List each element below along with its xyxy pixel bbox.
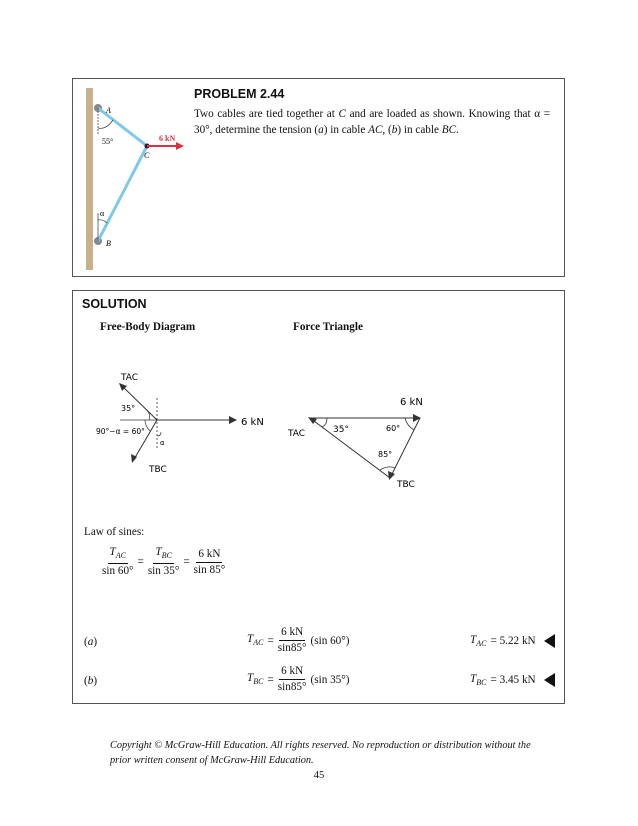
load-arrowhead: [176, 142, 184, 150]
triangle-tbc-arrowhead: [388, 471, 395, 480]
part-a-result-value: = 5.22 kN: [490, 635, 536, 648]
triangle-angle-60: 60°: [386, 424, 401, 433]
alpha-eq: α = 30°, determine the tension (: [194, 108, 550, 136]
fbd-tac-vector: [121, 385, 157, 420]
part-a-result-lhs: T: [470, 634, 477, 646]
part-a-lhs-sub: AC: [253, 638, 264, 648]
law-frac-ac: [102, 546, 134, 578]
law-of-sines-equation: $\frac{T_{AC}}{\sin 60^\circ}$ = $\frac{T_{BC}}{\sin 35^\circ}$ = $\frac{6 kN}{\sin 85^\circ}$: [102, 546, 226, 578]
problem-heading: PROBLEM 2.44: [194, 87, 285, 101]
law-sin60: sin 60°: [102, 565, 134, 578]
part-b-num: 6 kN: [279, 665, 305, 680]
page-number: 45: [313, 770, 325, 781]
triangle-angle-85: 85°: [378, 450, 393, 459]
cable-ac-ref: AC: [368, 124, 383, 136]
law-of-sines-label: Law of sines:: [84, 526, 145, 538]
free-body-diagram: [95, 368, 275, 483]
part-a-num: 6 kN: [279, 626, 305, 641]
part-b-den: sin85°: [277, 681, 307, 693]
law-sin85: sin 85°: [193, 563, 226, 576]
part-a-result-sub: AC: [476, 639, 487, 649]
wall: [86, 88, 93, 270]
alpha-label: α: [100, 209, 105, 218]
fbd-title: Free-Body Diagram: [100, 321, 196, 333]
label-b: B: [106, 239, 111, 248]
triangle-tbc-label: TBC: [397, 480, 415, 490]
fbd-alpha: α: [160, 439, 165, 447]
part-b-frac: [278, 665, 307, 694]
cable-bc-ref: BC: [441, 124, 457, 136]
part-a-den: sin85°: [277, 642, 307, 654]
part-b-result-sub: BC: [476, 678, 487, 688]
angle-55-arc: [98, 120, 113, 128]
part-b-equation: $T_{BC}$ = $\frac{6 kN}{\sin 85^\circ}$ (sin 35°): [247, 665, 350, 693]
in-cable-b: ) in cable: [397, 124, 439, 136]
comma-b: , (: [382, 124, 392, 136]
part-b-result: [470, 673, 555, 687]
statement-mid: and are loaded as shown. Knowing that: [349, 108, 531, 120]
part-b-factor: (sin 35°): [310, 673, 350, 686]
law-6kn: 6 kN: [196, 548, 222, 563]
part-b-ref: b: [391, 124, 398, 136]
load-label: 6 kN: [159, 134, 176, 143]
fbd-tbc-label: TBC: [149, 465, 167, 475]
point-c: C: [338, 108, 346, 120]
part-a-factor: (sin 60°): [310, 634, 350, 647]
in-cable-a: ) in cable: [323, 124, 366, 136]
part-b-label: (b): [84, 675, 98, 687]
copyright-notice: Copyright © McGraw-Hill Education. All rights reserved. No reproduction or distribution without the prior written consent of McGraw-Hill Education.: [110, 740, 531, 766]
label-a: A: [106, 106, 111, 115]
part-a-letter: a: [87, 636, 94, 648]
label-c: C: [144, 151, 150, 160]
fbd-arc-60: [145, 420, 150, 431]
angle-55-label: 55°: [102, 137, 114, 146]
part-b-lhs: T: [247, 672, 254, 685]
answer-marker-icon: [544, 673, 555, 687]
answer-marker-icon: [544, 634, 555, 648]
problem-figure: [80, 88, 190, 273]
law-tbc-sub: BC: [161, 551, 172, 561]
part-b-letter: b: [87, 675, 94, 687]
part-a-label: (a): [84, 636, 98, 648]
solution-heading: SOLUTION: [82, 297, 147, 311]
cable-bc: [98, 146, 147, 241]
problem-statement: [194, 106, 550, 138]
fbd-angle-expr: 90°−α = 60°: [96, 427, 145, 436]
part-a-equation: $T_{AC}$ = $\frac{6 kN}{\sin 85^\circ}$ (sin 60°): [247, 626, 350, 654]
law-frac-load: [194, 548, 226, 577]
fbd-tac-label: TAC: [121, 373, 139, 383]
law-sin35: sin 35°: [147, 565, 180, 578]
alpha-arc: [98, 220, 107, 223]
law-tbc: T: [155, 546, 162, 558]
part-b-lhs-sub: BC: [253, 677, 264, 687]
fbd-load-arrowhead: [229, 416, 237, 424]
triangle-arc-35: [322, 418, 327, 427]
fbd-arc-35: [147, 410, 150, 420]
statement-prefix: Two cables are tied together at: [194, 108, 335, 120]
period: .: [456, 124, 459, 136]
part-b-result-value: = 3.45 kN: [490, 674, 536, 687]
triangle-angle-35: 35°: [333, 425, 349, 435]
fbd-load-label: 6 kN: [241, 417, 264, 428]
triangle-arc-60: [405, 418, 414, 430]
fbd-arc-alpha: [157, 432, 161, 436]
triangle-arc-85: [380, 467, 395, 470]
part-a-ref: a: [318, 124, 324, 136]
force-triangle: [285, 390, 455, 490]
triangle-tac-label: TAC: [288, 429, 306, 439]
law-frac-bc: [148, 546, 180, 578]
triangle-load-label: 6 kN: [400, 397, 423, 408]
part-a-result: [470, 634, 555, 648]
part-a-lhs: T: [247, 633, 254, 646]
law-tac-sub: AC: [115, 551, 126, 561]
fbd-angle-35: 35°: [121, 404, 136, 413]
triangle-title: Force Triangle: [293, 321, 363, 333]
part-b-result-lhs: T: [470, 673, 477, 685]
part-a-frac: [278, 626, 307, 655]
law-tac: T: [109, 546, 116, 558]
